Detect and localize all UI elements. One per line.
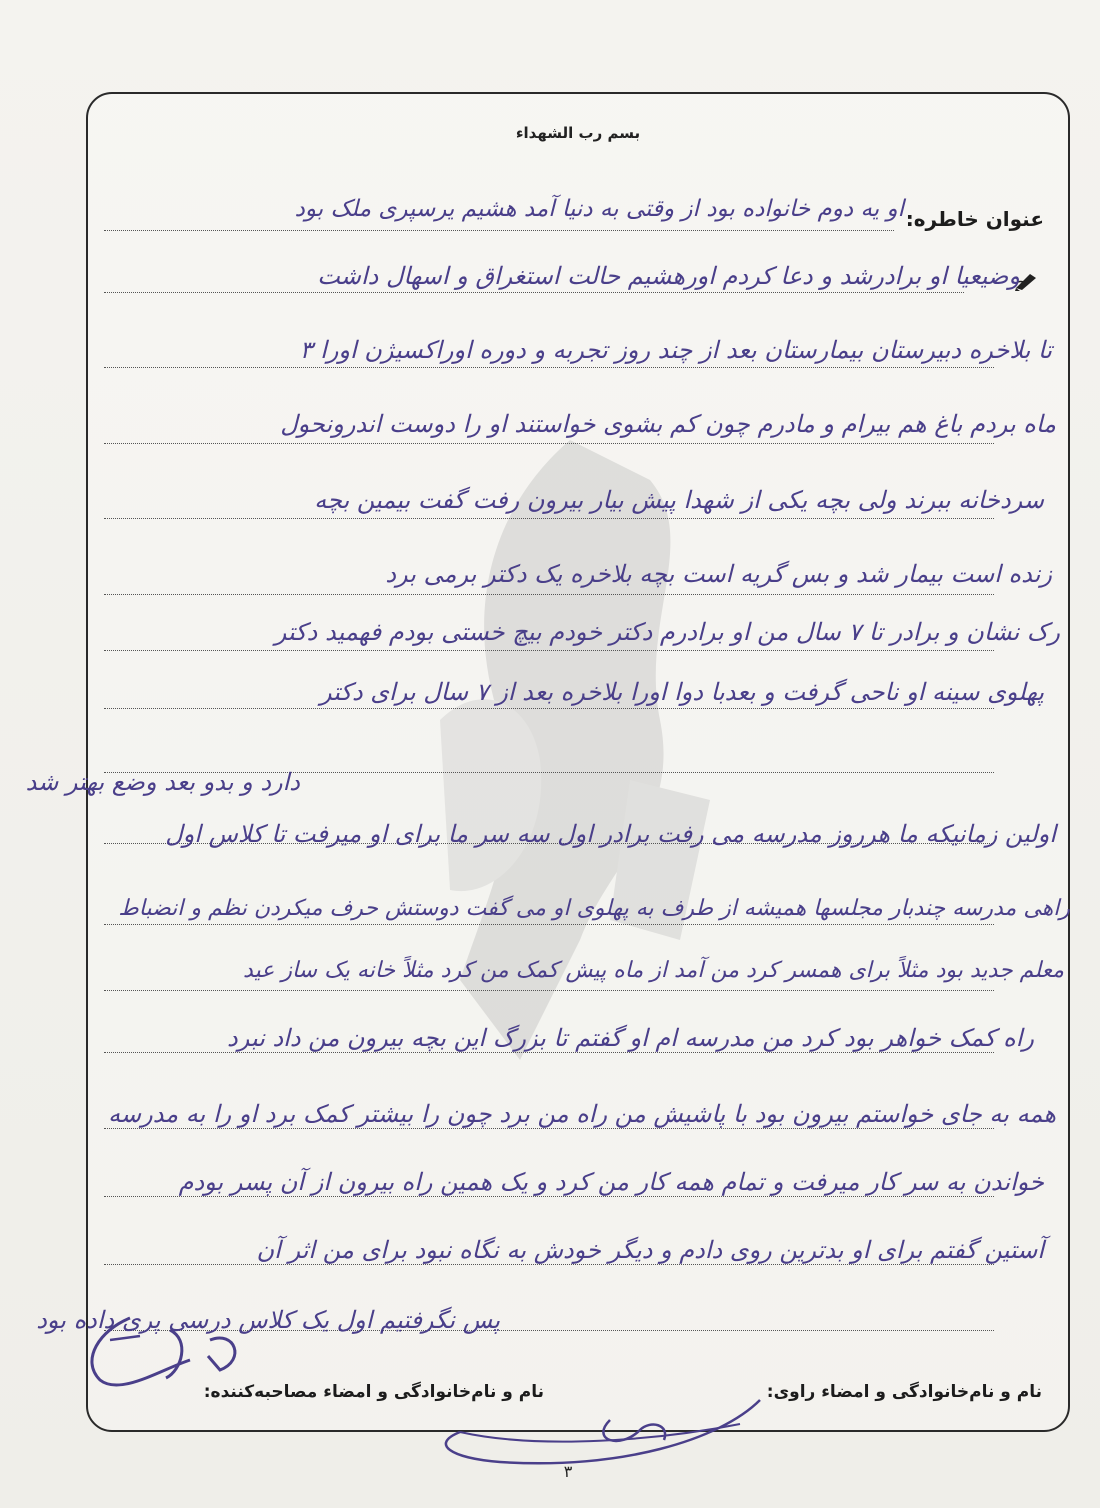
ruled-line (104, 518, 994, 519)
handwritten-line: راه کمک خواهر بود کرد من مدرسه ام او گفتم تا بزرگ این بچه بیرون من داد نبرد (227, 1024, 1034, 1052)
interviewer-name-label: نام و نام‌خانوادگی و امضاء مصاحبه‌کننده: (203, 1382, 544, 1402)
ruled-line (104, 650, 994, 651)
handwritten-line: همه به جای خواستم بیرون بود با پاشیش من راه من برد چون را بیشتر کمک برد او را به مدرسه (108, 1100, 1056, 1128)
handwritten-line: زنده است بیمار شد و بس گریه است بچه بلاخره یک دکتر برمی برد (385, 560, 1052, 588)
handwritten-line: ماه بردم باغ هم بیرام و مادرم چون کم بشوی خواستند او را دوست اندرونحول (280, 410, 1056, 438)
ruled-line (104, 708, 994, 709)
ruled-line (104, 443, 994, 444)
ruled-line (104, 1196, 994, 1197)
handwritten-line: آستین گفتم برای او بدترین روی دادم و دیگر خودش به نگاه نبود برای من اثر آن (256, 1236, 1044, 1264)
ruled-line (104, 990, 994, 991)
ruled-line (104, 1052, 994, 1053)
ruled-line (104, 367, 994, 368)
memoir-title-label: عنوان خاطره: (905, 207, 1044, 231)
handwritten-line: سردخانه ببرند ولی بچه یکی از شهدا پیش بیار بیرون رفت گفت بیمین بچه (314, 486, 1044, 514)
handwritten-line: اولین زمانیکه ما هرروز مدرسه می رفت برادر اول سه سر ما برای او میرفت تا کلاس اول (165, 820, 1056, 848)
handwritten-line: خواندن به سر کار میرفت و تمام همه کار من کرد و یک همین راه بیرون از آن پسر بودم (178, 1168, 1044, 1196)
handwritten-line: پس نگرفتیم اول یک کلاس درسی پری داده بود (36, 1306, 500, 1334)
ruled-line (104, 924, 994, 925)
handwritten-line: تا بلاخره دبیرستان بیمارستان بعد از چند روز تجربه و دوره اوراکسیژن اورا ۳ (299, 336, 1052, 364)
ruled-line (104, 1264, 994, 1265)
interviewer-signature (420, 1380, 780, 1480)
ruled-line (104, 1128, 994, 1129)
page-header-title: بسم رب الشهداء (515, 124, 641, 142)
handwritten-line: دارد و بدو بعد وضع بهتر شد (25, 768, 300, 796)
handwritten-line: معلم جدید بود مثلاً برای همسر کرد من آمد از ماه پیش کمک من کرد مثلاً خانه یک ساز عید (243, 958, 1064, 983)
handwritten-line: وضیعیا او برادرشد و دعا کردم اورهشیم حالت استغراق و اسهال داشت (317, 262, 1020, 290)
narrator-name-label: نام و نام‌خانوادگی و امضاء راوی: (766, 1382, 1042, 1402)
memoir-title-handwriting: او یه دوم خانواده بود از وقتی به دنیا آمد هشیم یرسپری ملک بود (294, 196, 904, 222)
page-number: ۳ (563, 1462, 573, 1481)
handwritten-line: رک نشان و برادر تا ۷ سال من او برادرم دکتر خودم بیچ خستی بودم فهمید دکتر (274, 618, 1060, 646)
ruled-line (104, 230, 894, 231)
ruled-line (104, 292, 964, 293)
handwritten-line: پهلوی سینه او ناحی گرفت و بعدبا دوا اورا بلاخره بعد از ۷ سال برای دکتر (320, 678, 1044, 706)
handwritten-line: راهی مدرسه چندبار مجلسها همیشه از طرف به پهلوی او می گفت دوستش حرف میکردن نظم و انضباط (118, 896, 1070, 921)
ruled-line (104, 594, 994, 595)
